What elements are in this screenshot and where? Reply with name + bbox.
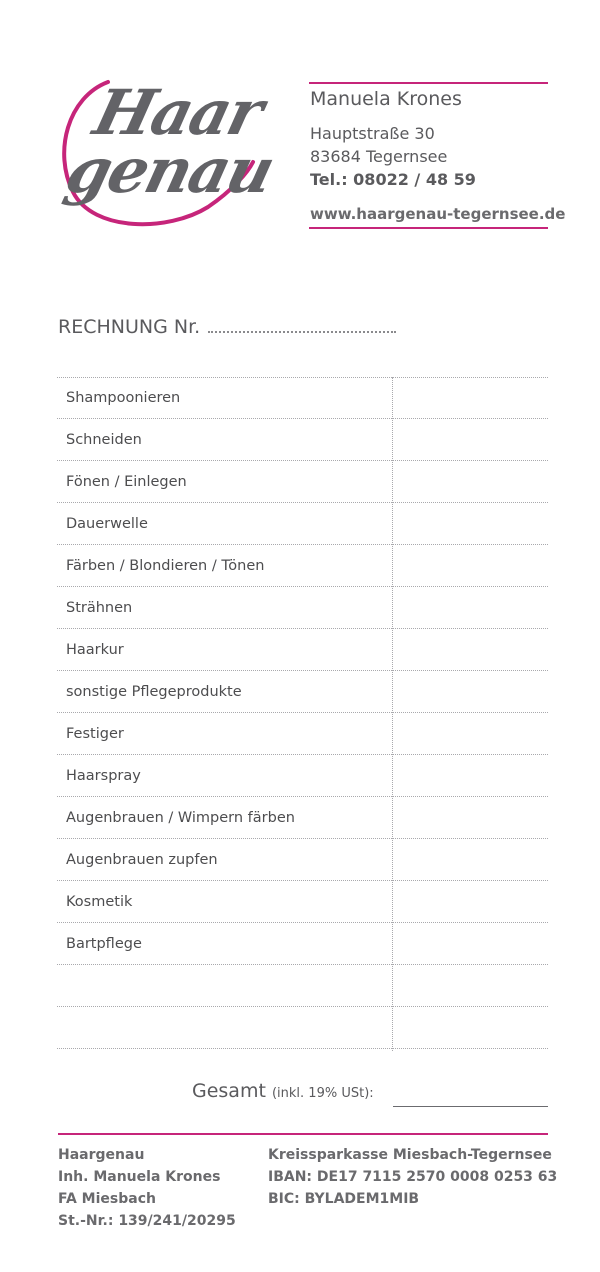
footer-owner: Inh. Manuela Krones <box>58 1169 221 1185</box>
table-row[interactable] <box>57 923 548 965</box>
service-label: Festiger <box>66 726 124 742</box>
footer-tax-office: FA Miesbach <box>58 1191 156 1207</box>
footer-bank-info <box>268 1144 557 1210</box>
invoice-number-field[interactable] <box>208 317 396 333</box>
service-label: Augenbrauen / Wimpern färben <box>66 810 295 826</box>
logo-word-genau: genau <box>59 134 281 207</box>
phone-number: Tel.: 08022 / 48 59 <box>310 170 476 189</box>
table-row[interactable] <box>57 629 548 671</box>
service-label: Shampoonieren <box>66 390 181 406</box>
table-row[interactable] <box>57 881 548 923</box>
invoice-title <box>58 316 396 338</box>
header-divider-bottom <box>309 227 548 229</box>
table-row[interactable] <box>57 587 548 629</box>
service-label: sonstige Pflegeprodukte <box>66 684 242 700</box>
service-label: Schneiden <box>66 432 142 448</box>
service-label: Dauerwelle <box>66 516 148 532</box>
address-city: 83684 Tegernsee <box>310 147 448 166</box>
table-row[interactable] <box>57 503 548 545</box>
service-label: Haarkur <box>66 642 124 658</box>
total-label-text: Gesamt <box>192 1080 266 1102</box>
service-label: Strähnen <box>66 600 133 616</box>
table-row[interactable] <box>57 965 548 1007</box>
table-row[interactable] <box>57 1007 548 1049</box>
table-row[interactable] <box>57 377 548 419</box>
table-row[interactable] <box>57 797 548 839</box>
table-row[interactable] <box>57 671 548 713</box>
table-row[interactable] <box>57 713 548 755</box>
invoice-title-label: RECHNUNG Nr. <box>58 316 201 338</box>
service-label: Augenbrauen zupfen <box>66 852 218 868</box>
total-label <box>192 1080 374 1102</box>
service-label: Fönen / Einlegen <box>66 474 187 490</box>
total-amount-field[interactable] <box>393 1106 548 1107</box>
footer-business-name: Haargenau <box>58 1147 145 1163</box>
table-row[interactable] <box>57 419 548 461</box>
service-label: Kosmetik <box>66 894 133 910</box>
service-label: Bartpflege <box>66 936 142 952</box>
footer-business-info <box>58 1144 236 1232</box>
table-row[interactable] <box>57 839 548 881</box>
footer-divider <box>58 1133 548 1135</box>
owner-name: Manuela Krones <box>310 88 462 110</box>
header-divider-top <box>309 82 548 84</box>
service-label: Haarspray <box>66 768 141 784</box>
service-label: Färben / Blondieren / Tönen <box>66 558 265 574</box>
table-row[interactable] <box>57 545 548 587</box>
table-row[interactable] <box>57 461 548 503</box>
logo-word-haar: Haar <box>87 76 269 149</box>
table-row[interactable] <box>57 755 548 797</box>
address-street: Hauptstraße 30 <box>310 124 435 143</box>
footer-bic: BIC: BYLADEM1MIB <box>268 1191 420 1207</box>
total-tax-note: (inkl. 19% USt): <box>271 1086 374 1101</box>
footer-bank-name: Kreissparkasse Miesbach-Tegernsee <box>268 1147 552 1163</box>
haargenau-logo <box>48 72 281 252</box>
website-link[interactable]: www.haargenau-tegernsee.de <box>310 205 566 223</box>
footer-iban: IBAN: DE17 7115 2570 0008 0253 63 <box>268 1169 558 1185</box>
service-table <box>57 377 548 1051</box>
footer-tax-number: St.-Nr.: 139/241/20295 <box>58 1213 236 1229</box>
price-column-divider <box>392 377 393 1051</box>
